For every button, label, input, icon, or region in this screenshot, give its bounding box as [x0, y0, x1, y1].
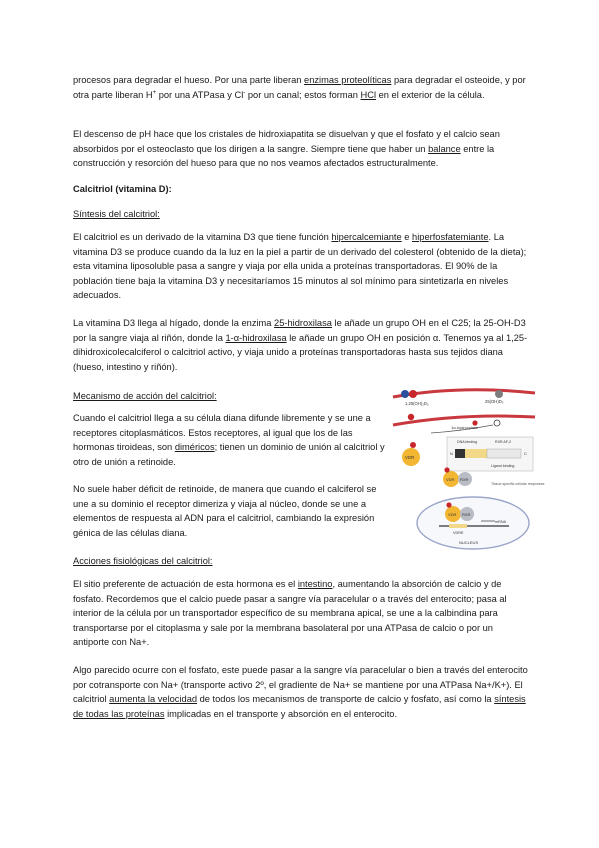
domain-segment — [487, 449, 521, 458]
molecule-atom-icon — [401, 390, 409, 398]
label-vdr: VDR — [448, 512, 457, 517]
text: para degradar el osteoide, y por otra parte liberan H — [73, 75, 526, 100]
ligand-icon — [446, 502, 451, 507]
label-125-oh2d3: 1,25(OH)₂D₃ — [405, 401, 429, 406]
text: , aumentando la absorción de calcio y de fosfato. Recordemos que el calcio puede pasar a sangre vía paracelular o a través del enterocito; pasa al interior de la célula por un transportador específico de su membrana apical, se une a la calbindina para transportarse por el citoplasma y sale por la membrana basolateral por una ATPasa de calcio o por un antiporte con Na+. — [73, 579, 507, 648]
superscript: + — [152, 89, 157, 96]
domain-segment — [455, 449, 465, 458]
text: El sitio preferente de actuación de esta hormona es el — [73, 579, 298, 589]
term-hiperfosfatemiante: hiperfosfatemiante — [412, 232, 489, 242]
paragraph-hidroxilasas — [73, 316, 528, 374]
label-rxr: RXR — [460, 477, 469, 482]
text: por una ATPasa y Cl — [156, 89, 244, 100]
label-dna-binding: DNA binding — [457, 440, 477, 444]
paragraph-intestino — [73, 577, 528, 650]
calcitriol-mechanism-figure — [391, 387, 545, 553]
term-sintesis-proteinas: síntesis de todas las proteínas — [73, 694, 526, 719]
molecule-atom-icon — [495, 390, 503, 398]
term-hcl: HCl — [360, 89, 377, 100]
paragraph-ph-balance — [73, 127, 528, 171]
paragraph-mecanismo — [73, 411, 385, 469]
heading-sintesis: Síntesis del calcitriol: — [73, 209, 160, 219]
label-vdre: VDRE — [453, 531, 464, 535]
ligand-precursor-icon — [494, 420, 500, 426]
figure-svg — [391, 387, 545, 553]
paragraph-osteoclast-enzymes — [73, 73, 528, 102]
text: entre la construcción y resorción del hueso para que no nos veamos afectados estructuralmente. — [73, 143, 495, 169]
label-rxr-af2: RXR AF-2 — [495, 440, 512, 444]
text: por un canal; estos forman — [245, 89, 361, 100]
term-dimericos: diméricos — [174, 442, 215, 453]
text: en el exterior de la célula. — [376, 89, 485, 100]
heading-calcitriol: Calcitriol (vitamina D): — [73, 184, 172, 194]
label-ligand-binding: Ligand binding — [491, 464, 515, 468]
text: . La vitamina D3 se produce cuando da la luz en la piel a partir de un derivado del colesterol (obtenido de la dieta); esta vitamina liposoluble pasa a sangre y viaja por ella unida a proteínas transportadoras. El 90% de la población tiene baja la vitamina D3 y necesitaríamos 15 minutos al sol mínimo para sintetizarla en niveles adecuados. — [73, 232, 527, 301]
text: Cuando el calcitriol llega a su célula diana difunde libremente y se une a receptores citoplasmáticos. Estos receptores, al igual que los de las hormonas tiroideas, son — [73, 413, 371, 453]
text: le añade un grupo OH en el C25; la 25-OH-D3 por la sangre viaja al riñón, donde la — [73, 318, 526, 343]
ligand-icon — [410, 442, 416, 448]
label-c-terminus: C — [524, 451, 527, 456]
domain-segment — [465, 449, 487, 458]
term-enzimas: enzimas proteolíticas — [304, 75, 392, 85]
ligand-icon — [408, 414, 414, 420]
text: ; tienen un dominio de unión al calcitriol y otro de unión a retinoide. — [73, 442, 385, 467]
label-nucleus: NUCLEUS — [459, 540, 479, 545]
paragraph-retinoide: No suele haber déficit de retinoide, de manera que cuando el calciferol se une a su dominio el receptor dimeriza y viaja al núcleo, donde se une a elementos de respuesta al ADN para el calcitriol, cambiando la expresión génica de las células diana. — [73, 484, 377, 538]
term-balance: balance — [428, 143, 461, 154]
ligand-icon — [444, 467, 449, 472]
paragraph-fosfato — [73, 663, 528, 721]
term-hipercalcemiante: hipercalcemiante — [331, 232, 402, 242]
paragraph-sintesis — [73, 230, 528, 303]
label-vdr: VDR — [405, 455, 415, 460]
text: El descenso de pH hace que los cristales de hidroxiapatita se disuelvan y que el fosfato y el calcio sean absorbidos por el osteoclasto que los dirigen a la sangre. Siempre tiene que haber un — [73, 129, 500, 154]
heading-mecanismo: Mecanismo de acción del calcitriol: — [73, 391, 217, 401]
label-25-ohd3: 25(OH)D₃ — [485, 399, 504, 404]
vdre-element — [449, 524, 467, 528]
text: procesos para degradar el hueso. Por una parte liberan — [73, 75, 305, 85]
term-intestino: intestino — [297, 579, 333, 589]
label-tissue-responses: Tissue specific cellular responses — [491, 482, 545, 486]
superscript: - — [243, 89, 246, 96]
molecule-atom-icon — [409, 390, 417, 398]
text: implicadas en el transporte y absorción en el enterocito. — [164, 708, 398, 719]
text: El calcitriol es un derivado de la vitamina D3 que tiene función — [73, 232, 332, 242]
text: de todos los mecanismos de transporte de calcio y fosfato, así como la — [197, 694, 495, 705]
text: Algo parecido ocurre con el fosfato, este puede pasar a la sangre vía paracelular o bien a través del enterocito por cotransporte con Na+ (transporte activo 2º, el gradiente de Na+ se mantiene por una ATPasa Na+/K+). El calcitriol — [73, 665, 528, 705]
heading-acciones: Acciones fisiológicas del calcitriol: — [73, 556, 213, 566]
label-vdr: VDR — [446, 477, 455, 482]
label-mrna: mRNA — [495, 520, 507, 524]
term-1-alfa-hidroxilasa: 1-α-hidroxilasa — [225, 332, 287, 343]
label-rxr: RXR — [462, 512, 471, 517]
text: e — [401, 232, 413, 242]
cell-membrane — [393, 416, 535, 425]
label-n-terminus: N — [450, 451, 453, 456]
text: le añade un grupo OH en posición α. Tenemos ya al 1,25-dihidroxicolecalciferol o calcitriol activo, y viaja unido a proteínas transportadoras hasta sus tejidos diana (hueso, intestino y riñón). — [73, 332, 528, 372]
term-25-hidroxilasa: 25-hidroxilasa — [274, 318, 332, 328]
label-hydroxylase: 1α-hydroxylase — [451, 425, 479, 430]
text: La vitamina D3 llega al hígado, donde la enzima — [73, 318, 275, 328]
term-aumenta-velocidad: aumenta la velocidad — [109, 694, 198, 705]
